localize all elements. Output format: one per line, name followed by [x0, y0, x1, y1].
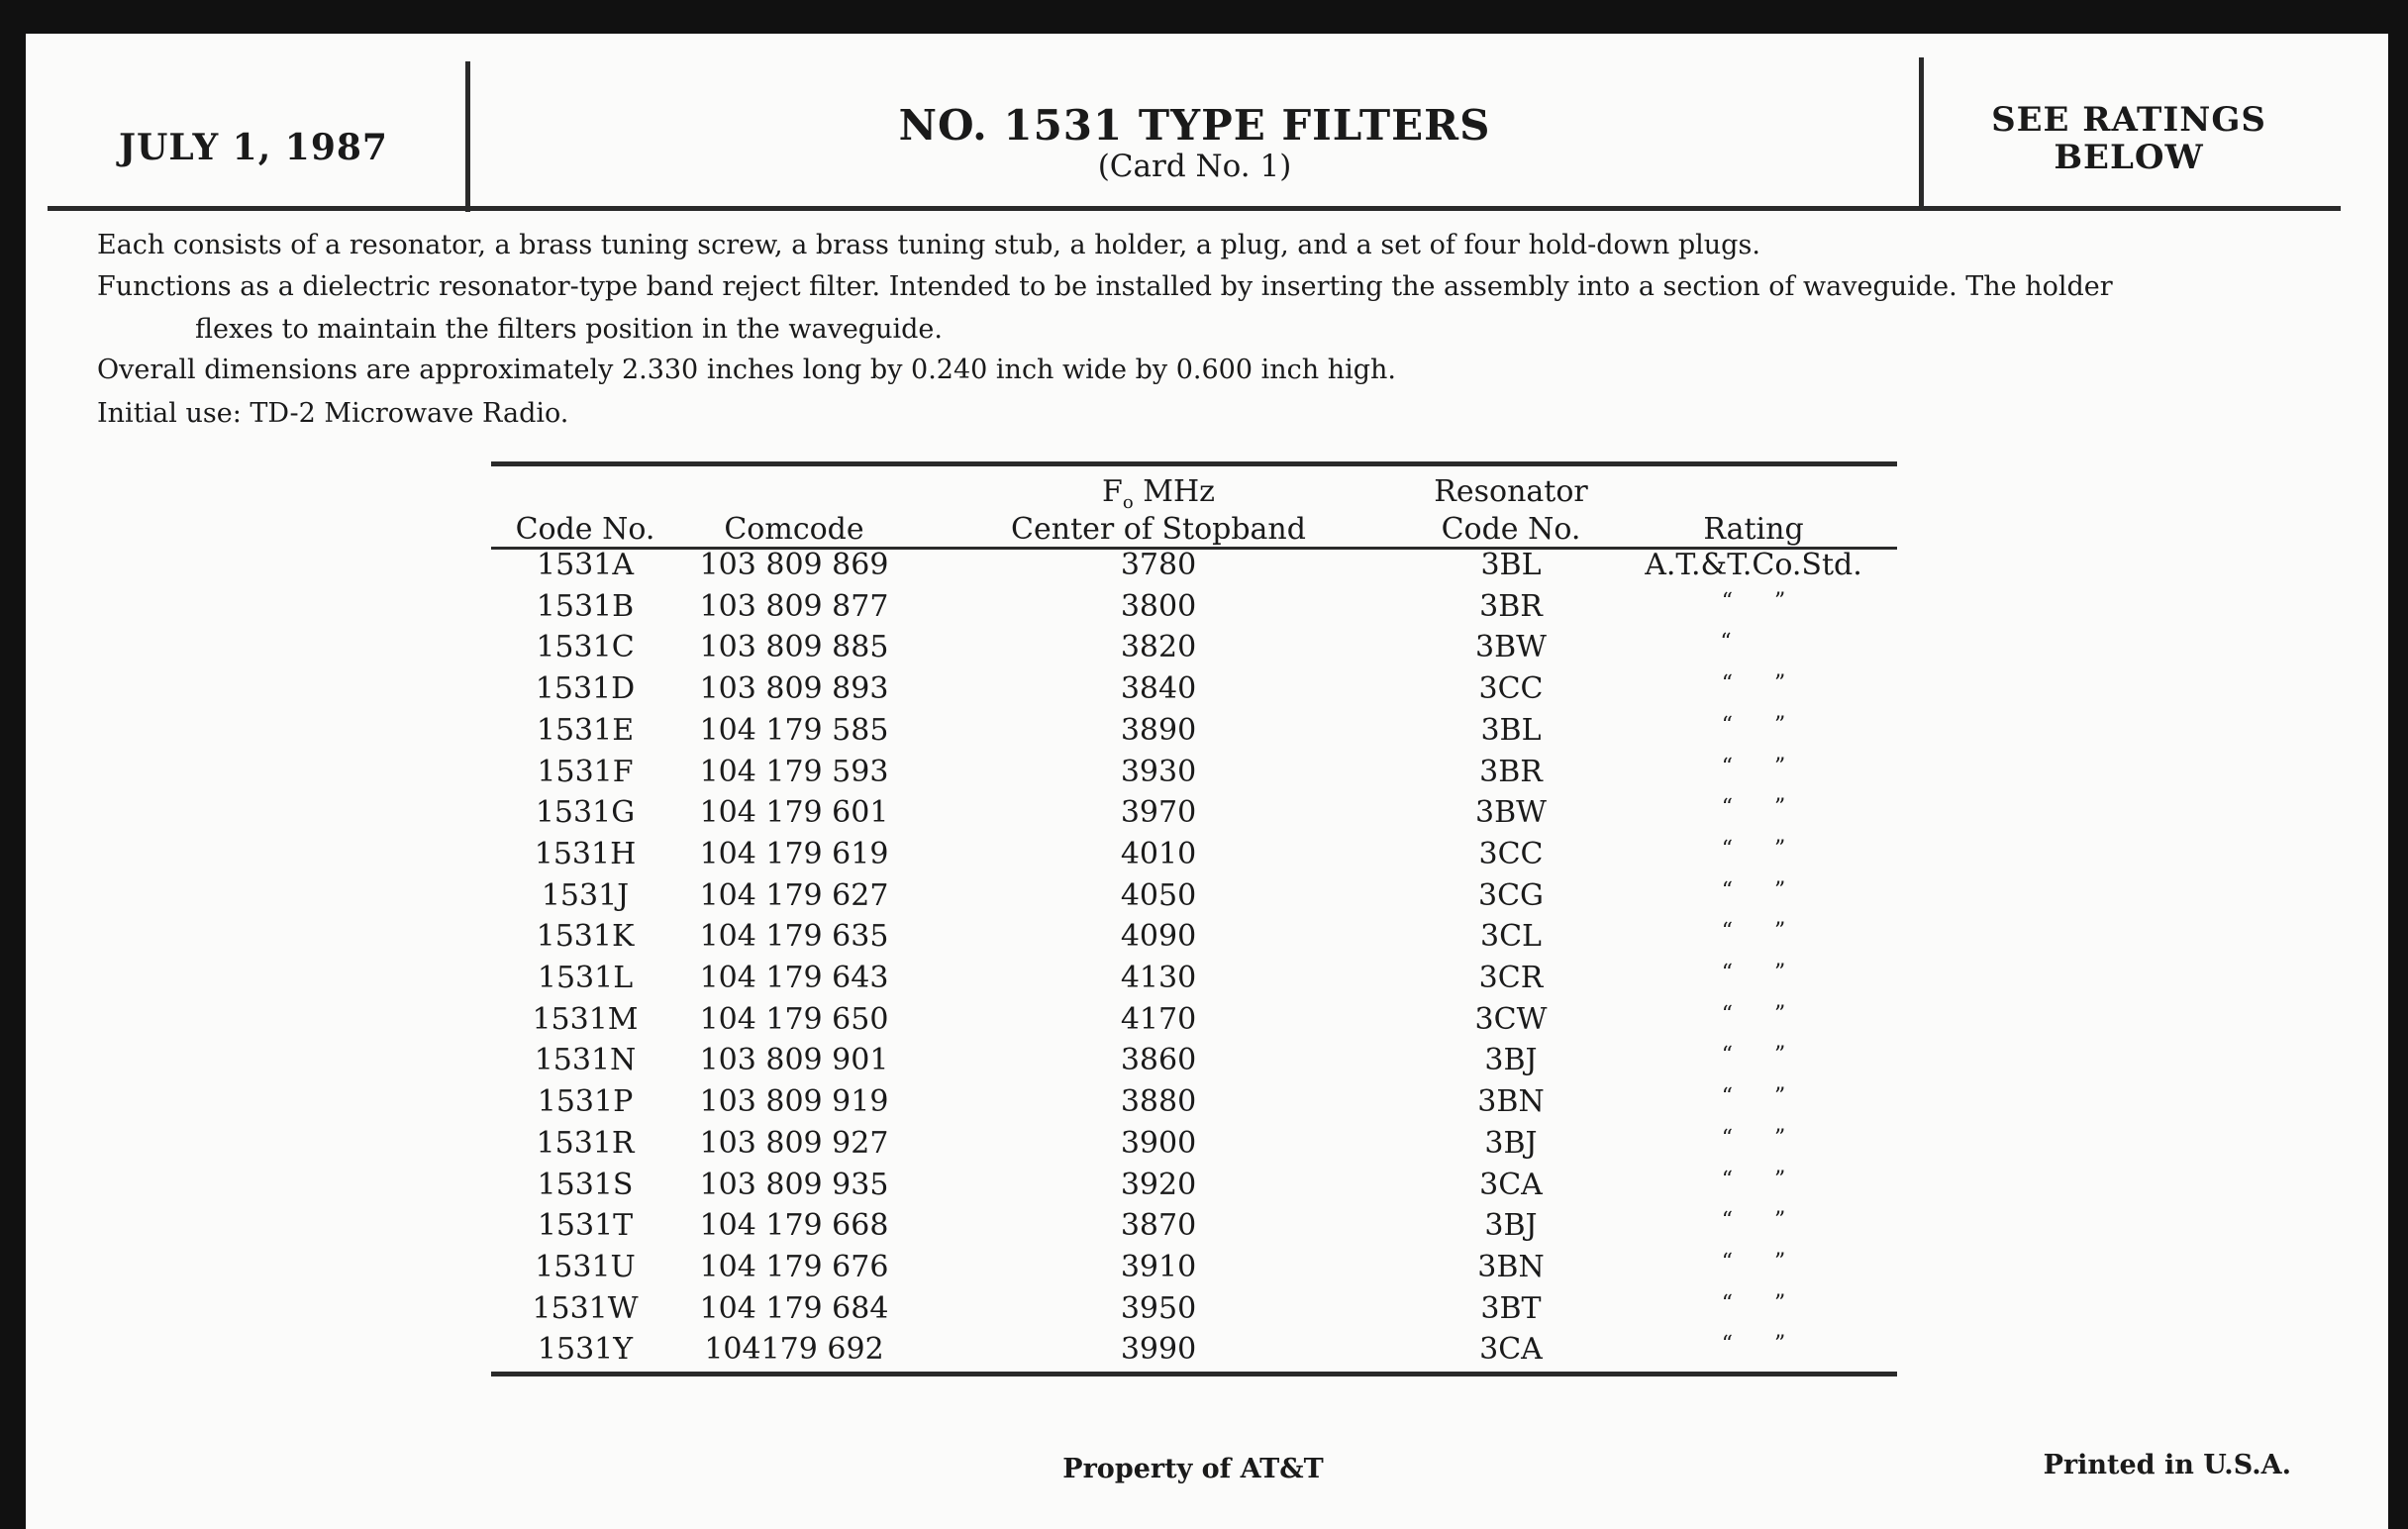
cell-fo: 3990: [1120, 1332, 1197, 1368]
cell-rating: “ ”: [1721, 1332, 1786, 1358]
cell-code: 1531B: [536, 588, 635, 624]
cell-res: 3CG: [1477, 877, 1545, 913]
cell-res: 3BW: [1475, 630, 1547, 665]
cell-fo: 3820: [1120, 630, 1197, 665]
cell-fo: 3910: [1120, 1249, 1197, 1284]
fo-unit: MHz: [1133, 474, 1215, 509]
cell-res: 3BJ: [1484, 1043, 1538, 1078]
cell-code: 1531T: [537, 1208, 634, 1244]
cell-res: 3CA: [1479, 1332, 1543, 1368]
card-number: (Card No. 1): [1097, 149, 1292, 184]
table-bottom-rule: [491, 1372, 1897, 1376]
cell-res: 3BR: [1479, 754, 1543, 789]
cell-fo: 3860: [1120, 1043, 1197, 1078]
cell-fo: 3870: [1120, 1208, 1197, 1244]
cell-code: 1531L: [537, 961, 634, 995]
cell-code: 1531W: [532, 1290, 639, 1326]
cell-rating: “ ”: [1721, 1084, 1786, 1110]
cell-res: 3BL: [1480, 712, 1542, 748]
cell-comcode: 104 179 627: [699, 877, 889, 913]
fo-subscript: o: [1122, 492, 1134, 513]
cell-rating: “ ”: [1721, 919, 1786, 945]
cell-rating: “ ”: [1721, 588, 1786, 614]
col-header-comcode: Comcode: [724, 512, 864, 547]
cell-rating: A.T.&T.Co.Std.: [1645, 548, 1862, 582]
cell-fo: 4090: [1120, 919, 1197, 955]
description-line: Each consists of a resonator, a brass tuning screw, a brass tuning stub, a holder, a plug, and a set of four hold-down plugs.: [97, 230, 1760, 260]
cell-comcode: 104 179 676: [699, 1249, 889, 1284]
page-title: NO. 1531 TYPE FILTERS: [898, 101, 1491, 150]
cell-res: 3CC: [1478, 836, 1544, 871]
cell-rating: “ ”: [1721, 836, 1786, 862]
cell-comcode: 104 179 650: [699, 1001, 889, 1037]
cell-comcode: 103 809 927: [699, 1125, 889, 1161]
cell-res: 3CA: [1479, 1167, 1543, 1202]
cell-rating: “ ”: [1721, 754, 1786, 779]
cell-code: 1531M: [532, 1001, 639, 1037]
cell-fo: 4170: [1120, 1001, 1197, 1037]
ratings-note: [1921, 101, 2337, 176]
cell-comcode: 104 179 668: [699, 1208, 889, 1244]
cell-rating: “ ”: [1721, 1290, 1786, 1316]
cell-code: 1531N: [534, 1043, 637, 1078]
cell-rating: “ ”: [1721, 1208, 1786, 1234]
cell-rating: “ ”: [1721, 1125, 1786, 1151]
cell-fo: 3880: [1120, 1084, 1197, 1120]
col-header-rating: Rating: [1703, 512, 1804, 547]
col-header-resonator: Resonator: [1434, 474, 1588, 509]
cell-res: 3BJ: [1484, 1125, 1538, 1161]
cell-comcode: 103 809 877: [699, 588, 889, 624]
cell-comcode: 104 179 643: [699, 961, 889, 995]
cell-code: 1531R: [536, 1125, 635, 1161]
property-note: Property of AT&T: [1062, 1454, 1324, 1484]
cell-res: 3CC: [1478, 671, 1544, 707]
col-header-resonator-code: Code No.: [1441, 512, 1581, 547]
cell-res: 3BJ: [1484, 1208, 1538, 1244]
fo-label: F: [1102, 474, 1123, 509]
cell-fo: 4050: [1120, 877, 1197, 913]
cell-comcode: 103 809 901: [699, 1043, 889, 1078]
cell-fo: 3900: [1120, 1125, 1197, 1161]
cell-rating: “: [1720, 630, 1787, 656]
cell-code: 1531F: [537, 754, 634, 789]
cell-code: 1531C: [536, 630, 635, 665]
cell-code: 1531H: [534, 836, 637, 871]
cell-rating: “ ”: [1721, 1043, 1786, 1069]
cell-fo: 4010: [1120, 836, 1197, 871]
cell-res: 3BN: [1477, 1249, 1545, 1284]
cell-res: 3BN: [1477, 1084, 1545, 1120]
description-line: Overall dimensions are approximately 2.330 inches long by 0.240 inch wide by 0.600 inch high.: [97, 355, 1397, 385]
cell-comcode: 103 809 919: [699, 1084, 889, 1120]
col-header-code: Code No.: [515, 512, 655, 547]
cell-comcode: 104 179 585: [699, 712, 889, 748]
cell-comcode: 104 179 601: [699, 795, 889, 831]
cell-comcode: 104 179 593: [699, 754, 889, 789]
cell-comcode: 104 179 684: [699, 1290, 889, 1326]
cell-fo: 3970: [1120, 795, 1197, 831]
cell-code: 1531G: [535, 795, 636, 831]
cell-code: 1531K: [536, 919, 635, 955]
cell-fo: 3800: [1120, 588, 1197, 624]
cell-res: 3CR: [1478, 961, 1544, 995]
header-rule: [48, 206, 2341, 211]
cell-fo: 4130: [1120, 961, 1197, 995]
cell-rating: “ ”: [1721, 671, 1786, 697]
cell-res: 3BL: [1480, 548, 1542, 582]
cell-rating: “ ”: [1721, 961, 1786, 985]
cell-code: 1531Y: [537, 1332, 634, 1368]
description-line: flexes to maintain the filters position in the waveguide.: [195, 314, 943, 345]
cell-fo: 3890: [1120, 712, 1197, 748]
cell-rating: “ ”: [1721, 1001, 1786, 1027]
cell-code: 1531J: [541, 877, 630, 913]
cell-code: 1531P: [537, 1084, 634, 1120]
cell-comcode: 104179 692: [704, 1332, 884, 1368]
printed-note: Printed in U.S.A.: [2043, 1450, 2291, 1480]
col-header-fo-desc: Center of Stopband: [1011, 512, 1306, 547]
cell-code: 1531U: [535, 1249, 636, 1284]
cell-comcode: 104 179 619: [699, 836, 889, 871]
description-line: Initial use: TD-2 Microwave Radio.: [97, 398, 569, 429]
cell-rating: “ ”: [1721, 1249, 1786, 1274]
cell-res: 3BT: [1480, 1290, 1542, 1326]
cell-comcode: 103 809 869: [699, 548, 889, 582]
cell-res: 3CL: [1480, 919, 1542, 955]
cell-rating: “ ”: [1721, 712, 1786, 738]
table-top-rule: [491, 461, 1897, 466]
cell-fo: 3930: [1120, 754, 1197, 789]
cell-comcode: 104 179 635: [699, 919, 889, 955]
cell-code: 1531S: [537, 1167, 634, 1202]
cell-rating: “ ”: [1721, 877, 1786, 903]
ratings-note-line1: SEE RATINGS: [1991, 100, 2266, 140]
cell-fo: 3840: [1120, 671, 1197, 707]
card-date: JULY 1, 1987: [119, 127, 388, 168]
cell-comcode: 103 809 935: [699, 1167, 889, 1202]
cell-code: 1531E: [536, 712, 635, 748]
ratings-note-line2: BELOW: [2054, 138, 2204, 177]
cell-fo: 3950: [1120, 1290, 1197, 1326]
cell-res: 3CW: [1474, 1001, 1548, 1037]
cell-fo: 3920: [1120, 1167, 1197, 1202]
cell-code: 1531D: [535, 671, 636, 707]
description-line: Functions as a dielectric resonator-type band reject filter. Intended to be installed by inserting the assembly into a section of waveguide. The holder: [97, 271, 2113, 302]
cell-comcode: 103 809 885: [699, 630, 889, 665]
cell-rating: “ ”: [1721, 1167, 1786, 1192]
cell-res: 3BR: [1479, 588, 1543, 624]
cell-rating: “ ”: [1721, 795, 1786, 821]
cell-res: 3BW: [1475, 795, 1547, 831]
cell-code: 1531A: [536, 548, 635, 582]
cell-fo: 3780: [1120, 548, 1197, 582]
cell-comcode: 103 809 893: [699, 671, 889, 707]
